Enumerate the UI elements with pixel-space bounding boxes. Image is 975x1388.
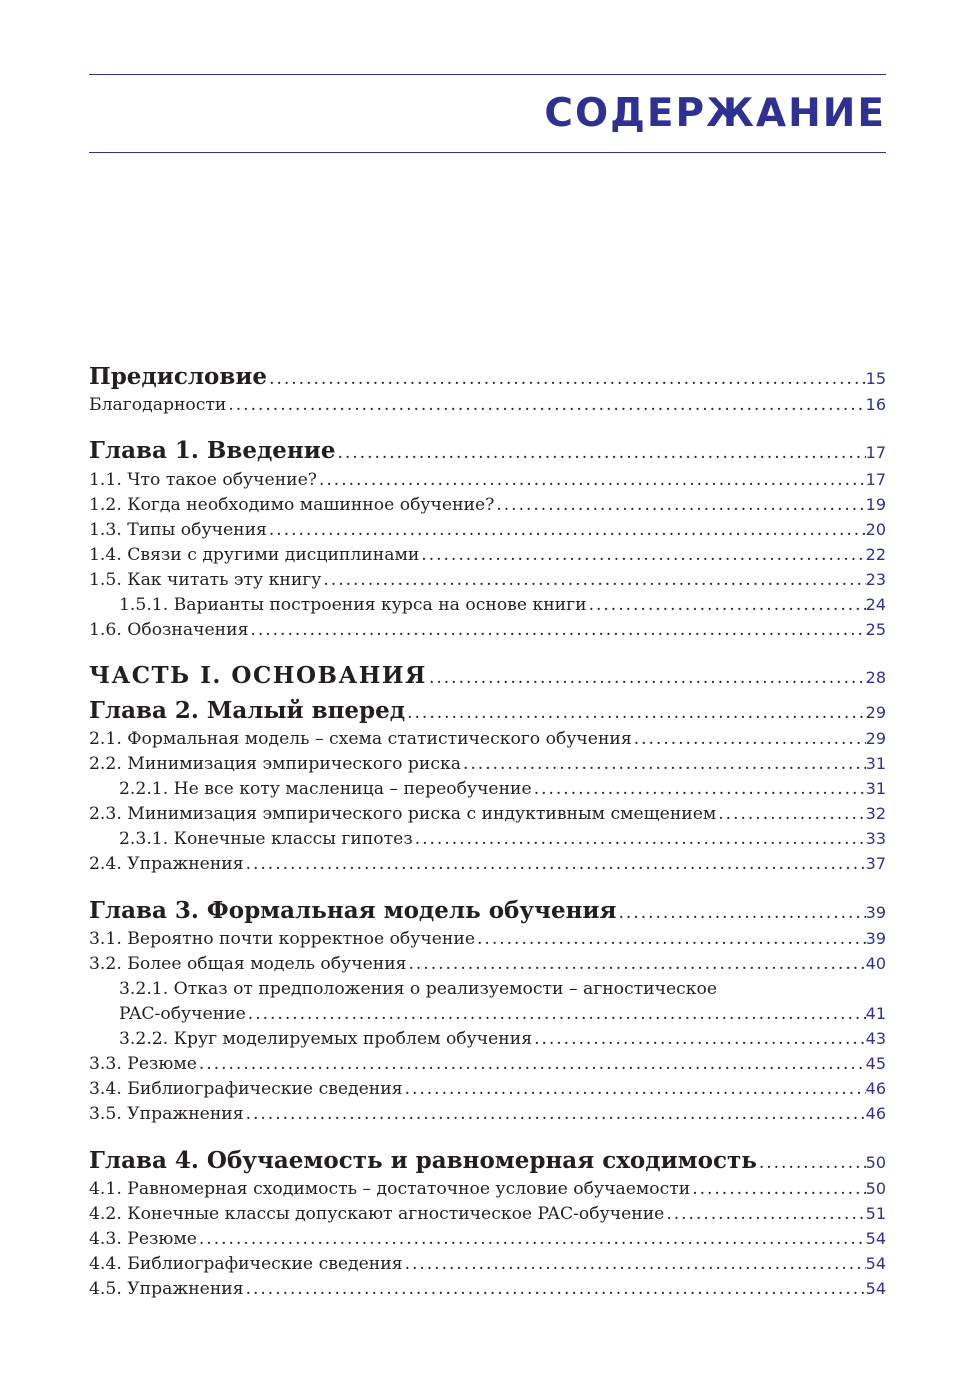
- toc-entry[interactable]: [89, 754, 886, 778]
- toc-entry[interactable]: [89, 620, 886, 644]
- toc-entry-title: 1.2. Когда необходимо машинное обучение?: [89, 495, 495, 515]
- toc-entry-title: PAC-обучение: [119, 1004, 246, 1024]
- toc-entry-title: Глава 1. Введение: [89, 437, 336, 464]
- dot-leader: [321, 570, 865, 590]
- toc-page-number: 46: [865, 1079, 886, 1098]
- dot-leader: [248, 620, 865, 640]
- toc-entry[interactable]: [89, 470, 886, 494]
- toc-entry-subsection[interactable]: [89, 1004, 886, 1028]
- dot-leader: [532, 779, 866, 799]
- toc-entry[interactable]: [89, 395, 886, 419]
- header-top-rule: [89, 74, 886, 75]
- toc-entry[interactable]: [89, 729, 886, 753]
- toc-page-number: 29: [865, 703, 886, 722]
- toc-page-number: 33: [865, 829, 886, 848]
- toc-entry-title: 1.6. Обозначения: [89, 620, 249, 640]
- toc-entry-title: Глава 4. Обучаемость и равномерная сходимость: [89, 1147, 757, 1174]
- toc-entry-title: 4.1. Равномерная сходимость – достаточное условие обучаемости: [89, 1179, 691, 1199]
- toc-entry-title: 2.3. Минимизация эмпирического риска с индуктивным смещением: [89, 804, 717, 824]
- dot-leader: [244, 1279, 866, 1299]
- dot-leader: [427, 668, 866, 688]
- toc-entry-subsection[interactable]: [89, 595, 886, 619]
- dot-leader: [267, 369, 866, 389]
- toc-page-number: 45: [865, 1054, 886, 1073]
- toc-entry-title: 1.4. Связи с другими дисциплинами: [89, 545, 420, 565]
- toc-page-number: 37: [865, 854, 886, 873]
- toc-entry-chapter[interactable]: [89, 1147, 886, 1177]
- toc-entry[interactable]: [89, 545, 886, 569]
- toc-entry-title: 3.3. Резюме: [89, 1054, 197, 1074]
- toc-entry[interactable]: [89, 1279, 886, 1303]
- toc-entry-title: 2.1. Формальная модель – схема статистического обучения: [89, 729, 632, 749]
- toc-page-number: 31: [865, 754, 886, 773]
- toc-entry-title: Глава 3. Формальная модель обучения: [89, 897, 617, 924]
- toc-entry-title: 3.2. Более общая модель обучения: [89, 954, 407, 974]
- toc-entry-preface[interactable]: [89, 363, 886, 393]
- toc-page-number: 54: [865, 1279, 886, 1298]
- toc-page-number: 54: [865, 1254, 886, 1273]
- toc-entry-title: Благодарности: [89, 395, 227, 415]
- dot-leader: [690, 1179, 865, 1199]
- dot-leader: [475, 929, 866, 949]
- toc-entry-title: 3.2.2. Круг моделируемых проблем обучения: [119, 1029, 533, 1049]
- toc-page-number: 32: [865, 804, 886, 823]
- dot-leader: [413, 829, 866, 849]
- toc-entry-title: 4.5. Упражнения: [89, 1279, 244, 1299]
- dot-leader: [419, 545, 865, 565]
- toc-entry-title: 4.3. Резюме: [89, 1229, 197, 1249]
- dot-leader: [403, 1079, 866, 1099]
- toc-entry[interactable]: [89, 804, 886, 828]
- dot-leader: [494, 495, 865, 515]
- toc-entry-part[interactable]: [89, 662, 886, 692]
- toc-page-number: 23: [865, 570, 886, 589]
- dot-leader: [246, 1004, 866, 1024]
- toc-entry[interactable]: [89, 1079, 886, 1103]
- toc-entry-chapter[interactable]: [89, 437, 886, 467]
- toc-page-number: 50: [865, 1179, 886, 1198]
- toc-entry-title: 2.2. Минимизация эмпирического риска: [89, 754, 461, 774]
- toc-entry-title: 1.1. Что такое обучение?: [89, 470, 317, 490]
- dot-leader: [664, 1204, 865, 1224]
- dot-leader: [716, 804, 865, 824]
- toc-entry-title: 1.5. Как читать эту книгу: [89, 570, 322, 590]
- toc-page-number: 41: [865, 1004, 886, 1023]
- toc-page-number: 17: [865, 470, 886, 489]
- dot-leader: [616, 903, 865, 923]
- dot-leader: [757, 1153, 866, 1173]
- toc-entry-title: 3.4. Библиографические сведения: [89, 1079, 403, 1099]
- toc-entry[interactable]: [89, 570, 886, 594]
- toc-entry[interactable]: [89, 520, 886, 544]
- toc-entry-title: 4.2. Конечные классы допускают агностическое PAC-обучение: [89, 1204, 665, 1224]
- toc-page-number: 50: [865, 1153, 886, 1172]
- toc-page-number: 20: [865, 520, 886, 539]
- toc-entry[interactable]: [89, 495, 886, 519]
- toc-page-number: 51: [865, 1204, 886, 1223]
- page-title: СОДЕРЖАНИЕ: [544, 91, 886, 136]
- toc-entry[interactable]: [89, 1179, 886, 1203]
- toc-page-number: 39: [865, 903, 886, 922]
- dot-leader: [587, 595, 866, 615]
- toc-entry-title: 1.3. Типы обучения: [89, 520, 267, 540]
- toc-page-number: 16: [865, 395, 886, 414]
- dot-leader: [461, 754, 866, 774]
- toc-entry[interactable]: [89, 1104, 886, 1128]
- toc-page-number: 22: [865, 545, 886, 564]
- toc-page-number: 40: [865, 954, 886, 973]
- dot-leader: [405, 703, 866, 723]
- toc-page-number: 46: [865, 1104, 886, 1123]
- dot-leader: [632, 729, 866, 749]
- dot-leader: [335, 443, 865, 463]
- toc-entry-subsection[interactable]: [89, 779, 886, 803]
- toc-entry[interactable]: [89, 1254, 886, 1278]
- toc-entry-subsection[interactable]: [89, 829, 886, 853]
- dot-leader: [244, 854, 866, 874]
- toc-entry-title: 2.3.1. Конечные классы гипотез: [119, 829, 413, 849]
- toc-entry-chapter[interactable]: [89, 897, 886, 927]
- toc-page-number: 25: [865, 620, 886, 639]
- toc-entry-title: 2.2.1. Не все коту масленица – переобучение: [119, 779, 532, 799]
- toc-entry-title: 1.5.1. Варианты построения курса на основе книги: [119, 595, 587, 615]
- toc-page-number: 39: [865, 929, 886, 948]
- header-bottom-rule: [89, 152, 886, 153]
- toc-entry-title: ЧАСТЬ I. ОСНОВАНИЯ: [89, 662, 427, 689]
- toc-page-number: 31: [865, 779, 886, 798]
- toc-entry-title: 3.5. Упражнения: [89, 1104, 244, 1124]
- dot-leader: [317, 470, 866, 490]
- toc-entry[interactable]: [89, 1054, 886, 1078]
- toc-entry-title: Глава 2. Малый вперед: [89, 697, 406, 724]
- toc-entry[interactable]: [89, 854, 886, 878]
- toc-page-number: 43: [865, 1029, 886, 1048]
- toc-entry-title: 3.1. Вероятно почти корректное обучение: [89, 929, 476, 949]
- toc-entry-title: 4.4. Библиографические сведения: [89, 1254, 403, 1274]
- dot-leader: [267, 520, 866, 540]
- toc-page-number: 17: [865, 443, 886, 462]
- toc-page-number: 15: [865, 369, 886, 388]
- toc-entry-title: 2.4. Упражнения: [89, 854, 244, 874]
- toc-entry[interactable]: [89, 1204, 886, 1228]
- toc-entry[interactable]: [89, 929, 886, 953]
- toc-page-number: 24: [865, 595, 886, 614]
- toc-entry-title: Предисловие: [89, 363, 268, 390]
- dot-leader: [532, 1029, 866, 1049]
- dot-leader: [403, 1254, 866, 1274]
- toc-page-number: 28: [865, 668, 886, 687]
- dot-leader: [197, 1229, 866, 1249]
- toc-page-number: 19: [865, 495, 886, 514]
- toc-entry[interactable]: [89, 1229, 886, 1253]
- dot-leader: [407, 954, 866, 974]
- dot-leader: [244, 1104, 866, 1124]
- toc-page-number: 54: [865, 1229, 886, 1248]
- dot-leader: [197, 1054, 866, 1074]
- toc-entry-subsection-line[interactable]: 3.2.1. Отказ от предположения о реализуемости – агностическое: [119, 979, 718, 999]
- toc-entry[interactable]: [89, 954, 886, 978]
- toc-entry-subsection[interactable]: [89, 1029, 886, 1053]
- toc-page-number: 29: [865, 729, 886, 748]
- toc-entry-chapter[interactable]: [89, 697, 886, 727]
- dot-leader: [226, 395, 865, 415]
